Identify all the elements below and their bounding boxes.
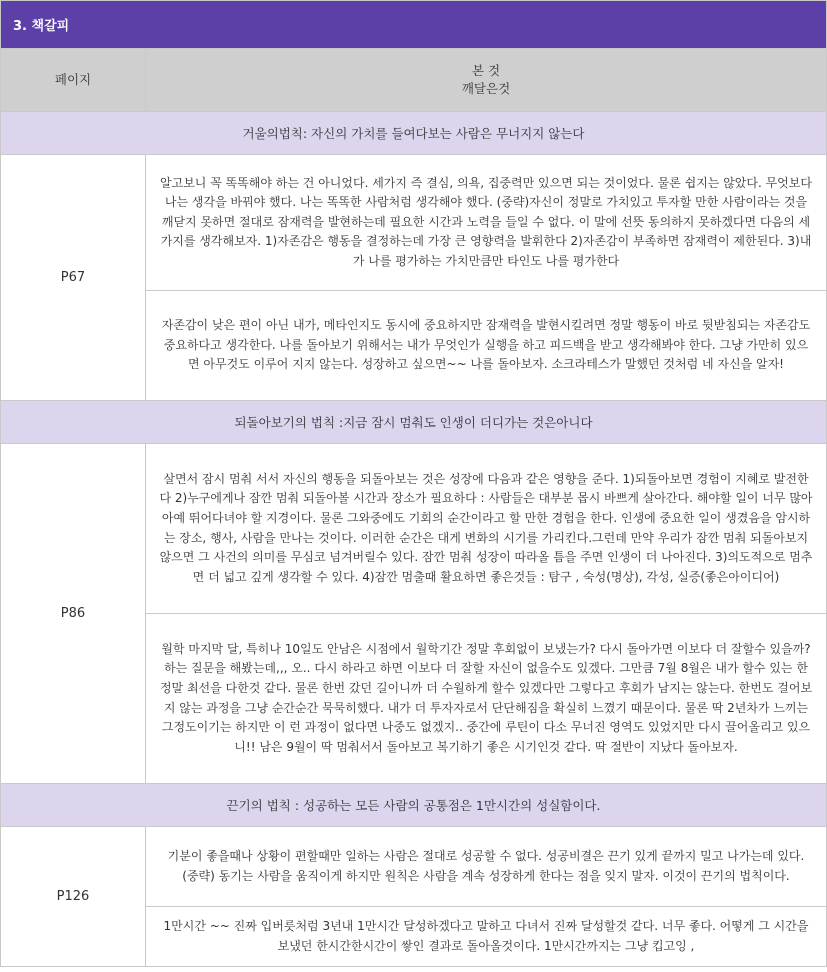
entry-text: 기분이 좋을때나 상황이 편할때만 일하는 사람은 절대로 성공할 수 없다. 성공비결은 끈기 있게 끝까지 밀고 나가는데 있다. (중략) 동기는 사람을 움직이게 하지만 원칙은 사람을 계속 성장하게 한다는 점을 잊지 말자. 이것이 끈기의 법칙이다. <box>146 827 827 907</box>
entry-text: 알고보니 꼭 똑똑해야 하는 건 아니었다. 세가지 즉 결심, 의욕, 집중력만 있으면 되는 것이었다. 물론 쉽지는 않았다. 무엇보다 나는 생각을 바꿔야 했다. 나는 똑똑한 사람처럼 생각해야 했다. (중략)자신이 정말로 가치있고 투자할 만한 사람이라는 것을 깨닫지 못하면 절대로 잠재력을 발현하는데 필요한 시간과 노력을 들일 수 없다. 이 말에 선뜻 동의하지 못하겠다면 다음의 세 가지를 생각해보자. 1)자존감은 행동을 결정하는데 가장 큰 영향력을 발휘한다 2)자존감이 부족하면 잠재력이 제한된다. 3)내가 나를 평가하는 가치만큼만 타인도 나를 평가한다 <box>146 155 827 291</box>
header-content <box>146 49 827 112</box>
section-heading: 끈기의 법칙 : 성공하는 모든 사람의 공통점은 1만시간의 성실함이다. <box>1 784 827 827</box>
section-heading-row <box>1 112 827 155</box>
entry-text: 자존감이 낮은 편이 아닌 내가, 메타인지도 동시에 중요하지만 잠재력을 발현시킬려면 정말 행동이 바로 뒷받침되는 자존감도 중요하다고 생각한다. 나를 돌아보기 위해서는 내가 무엇인가 실행을 하고 피드백을 받고 생각해봐야 한다. 그냥 가만히 있으면 아무것도 이루어 지지 않는다. 성장하고 싶으면~~ 나를 돌아보자. 소크라테스가 말했던 것처럼 네 자신을 알자! <box>146 291 827 401</box>
header-page: 페이지 <box>1 49 146 112</box>
entry-text: 월학 마지막 달, 특히나 10일도 안남은 시점에서 월학기간 정말 후회없이 보냈는가? 다시 돌아가면 이보다 더 잘할수 있을까? 하는 질문을 해봤는데,,, 오.. 다시 하라고 하면 이보다 더 잘할 자신이 없을수도 있겠다. 그만큼 7월 8월은 내가 할수 있는 한 정말 최선을 다한것 같다. 물론 한번 갔던 길이니까 더 수월하게 할수 있겠다만 그렇다고 후회가 남지는 않는다. 한번도 걸어보지 않는 과정을 그냥 순간순간 묵묵히했다. 내가 더 투자자로서 단단해짐을 확실히 느꼈기 때문이다. 물론 딱 2년차가 느끼는 그정도이기는 하지만 이 런 과정이 없다면 나중도 없겠지.. 중간에 루틴이 다소 무너진 영역도 있었지만 다시 끌어올리고 있으니!! 남은 9월이 딱 멈춰서서 돌아보고 복기하기 좋은 시기인것 같다. 딱 절반이 지났다 돌아보자. <box>146 614 827 784</box>
table-row <box>1 444 827 614</box>
section-heading: 거울의법칙: 자신의 가치를 들여다보는 사람은 무너지지 않는다 <box>1 112 827 155</box>
header-content-line1: 본 것 <box>471 63 501 78</box>
table-row <box>1 155 827 291</box>
page-number: P86 <box>1 444 146 784</box>
section-heading-row <box>1 401 827 444</box>
header-content-line2: 깨달은것 <box>461 81 511 96</box>
entry-text: 1만시간 ~~ 진짜 입버릇처럼 3년내 1만시간 달성하겠다고 말하고 다녀서 진짜 달성할것 같다. 너무 좋다. 어떻게 그 시간을 보냈던 한시간한시간이 쌓인 결과로 돌아올것이다. 1만시간까지는 그냥 킵고잉 , <box>146 907 827 967</box>
table-row <box>1 827 827 907</box>
table-header-row <box>1 49 827 112</box>
page-number: P126 <box>1 827 146 967</box>
page-number: P67 <box>1 155 146 401</box>
section-heading-row <box>1 784 827 827</box>
table-title-row <box>1 1 827 49</box>
section-heading: 되돌아보기의 법칙 :지금 잠시 멈춰도 인생이 더디가는 것은아니다 <box>1 401 827 444</box>
table-title: 3. 책갈피 <box>1 1 827 49</box>
entry-text: 살면서 잠시 멈춰 서서 자신의 행동을 되돌아보는 것은 성장에 다음과 같은 영향을 준다. 1)되돌아보면 경험이 지혜로 발전한다 2)누구에게나 잠깐 멈춰 되돌아볼 시간과 장소가 필요하다 : 사람들은 대부분 몹시 바쁘게 살아간다. 해야할 일이 너무 많아 아예 뛰어다녀야 할 지경이다. 물론 그와중에도 기회의 순간이라고 할 만한 경험을 한다. 인생에 중요한 일이 생겼음을 암시하는 장소, 행사, 사람을 만나는 것이다. 이러한 순간은 대게 변화의 시기를 가리킨다.그런데 만약 우리가 잠깐 멈춰 되돌아보지 않으면 그 사건의 의미를 무심코 넘겨버릴수 있다. 잠깐 멈춰 성장이 따라올 틈을 주면 인생이 더 나아진다. 3)의도적으로 멈추면 더 넓고 깊게 생각할 수 있다. 4)잠깐 멈출때 활요하면 좋은것들 : 탐구 , 숙성(명상), 각성, 실증(좋은아이디어) <box>146 444 827 614</box>
